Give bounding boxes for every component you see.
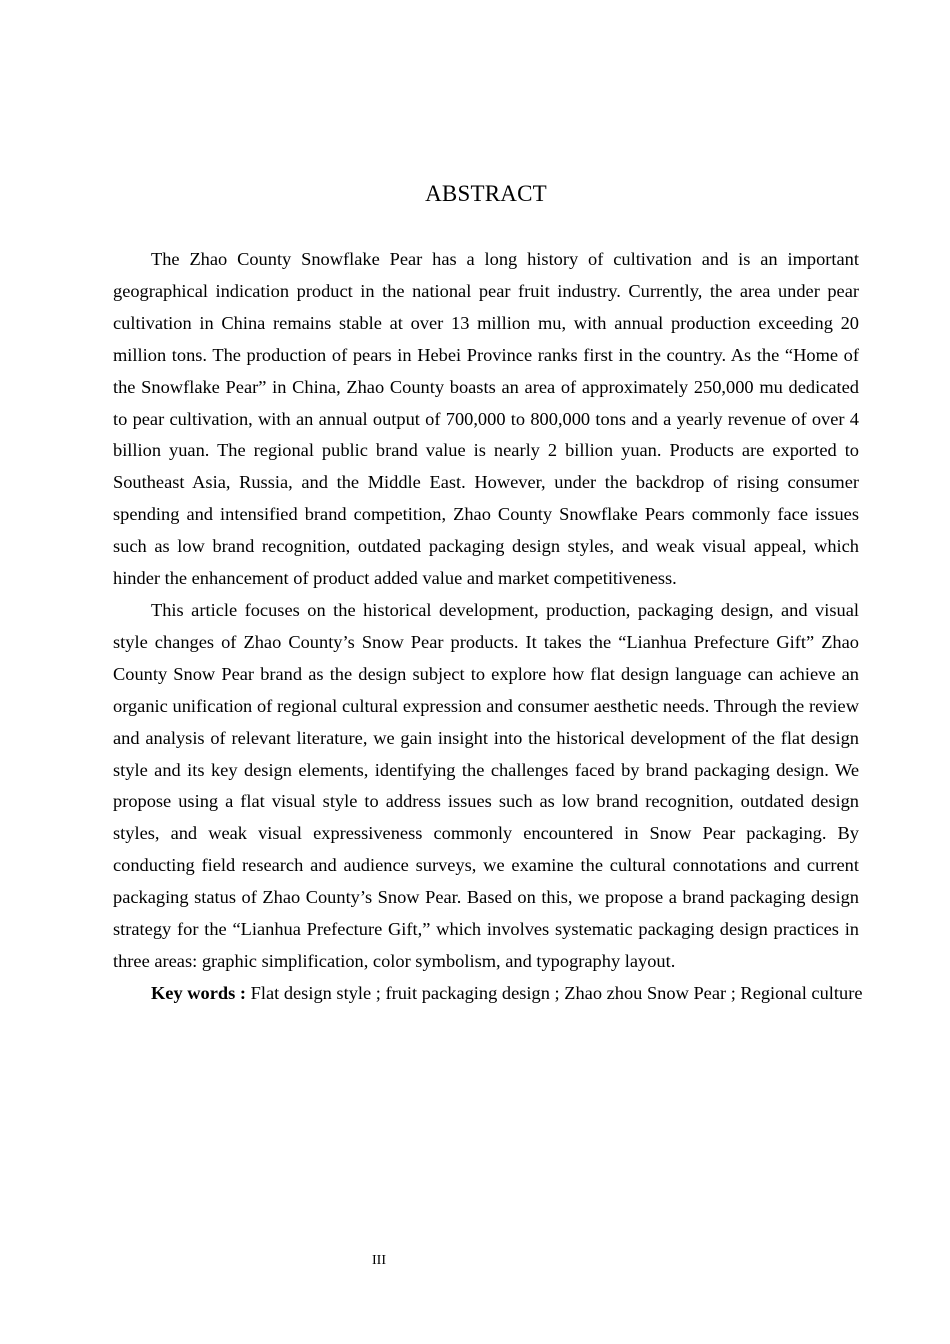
keywords-list: Flat design style ; fruit packaging design ; Zhao zhou Snow Pear ; Regional culture [246,982,863,1003]
abstract-paragraph-2: This article focuses on the historical development, production, packaging design, and visual style changes of Zhao County’s Snow Pear products. It takes the “Lianhua Prefecture Gift” Zhao County Snow Pear brand as the design subject to explore how flat design language can achieve an organic unification of regional cultural expression and consumer aesthetic needs. Through the review and analysis of relevant literature, we gain insight into the historical development of the flat design style and its key design elements, identifying the challenges faced by brand packaging design. We propose using a flat visual style to address issues such as low brand recognition, outdated design styles, and weak visual expressiveness commonly encountered in Snow Pear packaging. By conducting field research and audience surveys, we examine the cultural connotations and current packaging status of Zhao County’s Snow Pear. Based on this, we propose a brand packaging design strategy for the “Lianhua Prefecture Gift,” which involves systematic packaging design practices in three areas: graphic simplification, color symbolism, and typography layout. [113,599,859,971]
keywords-line [113,978,863,1010]
abstract-paragraph-1: The Zhao County Snowflake Pear has a long history of cultivation and is an important geographical indication product in the national pear fruit industry. Currently, the area under pear cultivation in China remains stable at over 13 million mu, with annual production exceeding 20 million tons. The production of pears in Hebei Province ranks first in the country. As the “Home of the Snowflake Pear” in China, Zhao County boasts an area of approximately 250,000 mu dedicated to pear cultivation, with an annual output of 700,000 to 800,000 tons and a yearly revenue of over 4 billion yuan. The regional public brand value is nearly 2 billion yuan. Products are exported to Southeast Asia, Russia, and the Middle East. However, under the backdrop of rising consumer spending and intensified brand competition, Zhao County Snowflake Pears commonly face issues such as low brand recognition, outdated packaging design styles, and weak visual appeal, which hinder the enhancement of product added value and market competitiveness. [113,249,859,589]
page-number: III [372,1253,386,1268]
keywords-label: Key words : [151,982,247,1003]
abstract-title: ABSTRACT [425,181,547,206]
abstract-body [113,244,863,1010]
